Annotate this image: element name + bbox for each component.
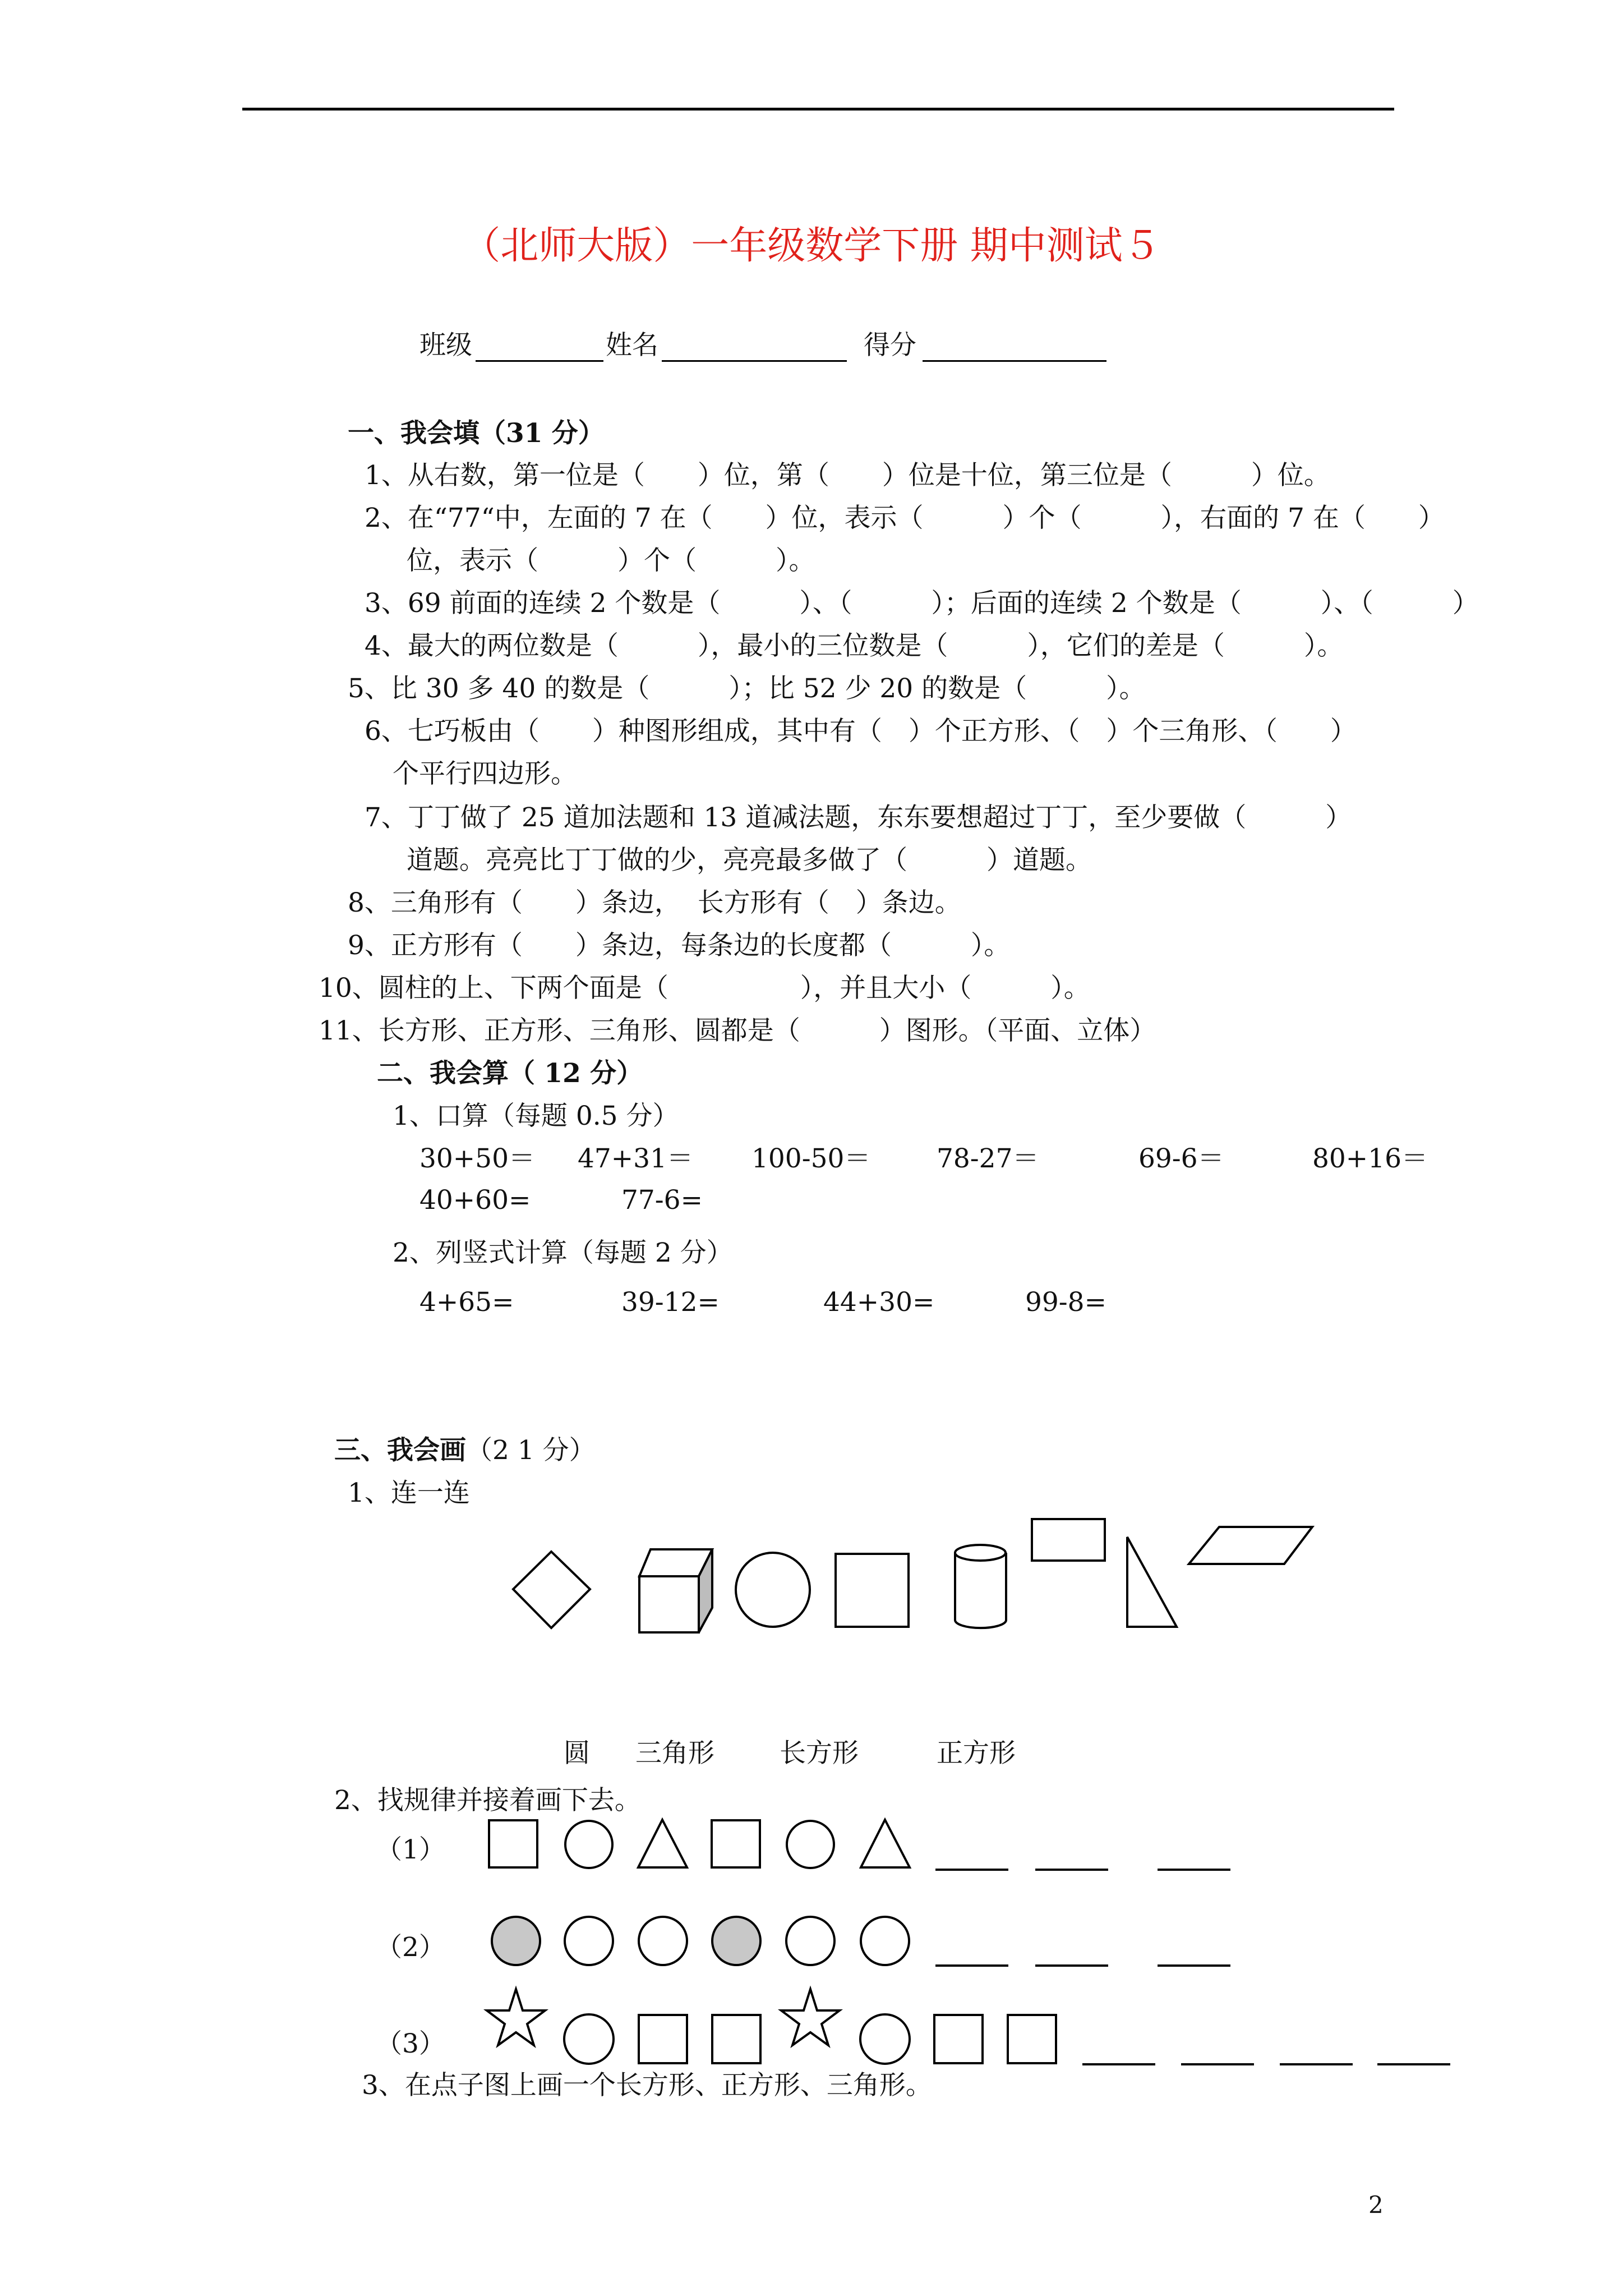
- q2b: 位，表示（ ）个（ ）。: [407, 545, 815, 576]
- word-circle: 圆: [564, 1738, 590, 1769]
- calc-40+60: 40+60=: [419, 1185, 531, 1216]
- word-square: 正方形: [937, 1738, 1016, 1769]
- seq-label-2: （2）: [376, 1932, 445, 1963]
- seq-label-1: （1）: [376, 1834, 445, 1865]
- seq3-circle-1: [564, 2014, 614, 2064]
- section3-heading-bold: 三、我会画: [334, 1435, 466, 1466]
- calc-30+50: 30+50＝: [419, 1143, 535, 1174]
- q1: 1、从右数，第一位是（ ）位，第（ ）位是十位，第三位是（ ）位。: [365, 460, 1330, 491]
- seq2-circle-shaded-2: [712, 1917, 760, 1965]
- class-label: 班级: [419, 330, 472, 361]
- word-rectangle: 长方形: [780, 1738, 859, 1769]
- seq2-circle-3: [786, 1917, 834, 1965]
- seq2-circle-4: [861, 1917, 909, 1965]
- seq1-square-2: [712, 1820, 760, 1867]
- q2a: 2、在“77“中，左面的 7 在（ ）位，表示（ ）个（ ），右面的 7 在（ ）: [365, 503, 1445, 533]
- vertical-calc-title: 2、列竖式计算（每题 2 分）: [393, 1237, 733, 1268]
- seq1-circle-2: [787, 1821, 834, 1868]
- calc-78-27: 78-27＝: [937, 1143, 1039, 1174]
- right-triangle-shape: [1127, 1537, 1177, 1627]
- cylinder-shape: [955, 1545, 1006, 1628]
- seq1-triangle-1: [638, 1820, 687, 1867]
- calc-69-6: 69-6＝: [1138, 1143, 1224, 1174]
- calc-39-12: 39-12=: [621, 1287, 720, 1318]
- seq1-square-1: [489, 1820, 537, 1867]
- q9: 9、正方形有（ ）条边，每条边的长度都（ ）。: [348, 930, 1011, 961]
- score-label: 得分: [864, 330, 916, 361]
- calc-44+30: 44+30=: [823, 1287, 935, 1318]
- circle-shape: [736, 1553, 810, 1627]
- q6b: 个平行四边形。: [393, 758, 577, 789]
- square-shape: [836, 1554, 909, 1627]
- seq3-square-3: [934, 2015, 983, 2063]
- diamond-shape: [513, 1552, 590, 1628]
- q6a: 6、七巧板由（ ）种图形组成，其中有（ ）个正方形、（ ）个三角形、（ ）: [365, 716, 1357, 747]
- calc-77-6: 77-6=: [621, 1185, 703, 1216]
- q3: 3、69 前面的连续 2 个数是（ ）、（ ）；后面的连续 2 个数是（ ）、（ ）: [365, 588, 1479, 619]
- parallelogram-shape: [1189, 1527, 1312, 1564]
- section1-heading: 一、我会填（31 分）: [348, 418, 605, 449]
- q8: 8、三角形有（ ）条边， 长方形有（ ）条边。: [348, 887, 961, 918]
- word-triangle: 三角形: [635, 1738, 714, 1769]
- seq2-circle-2: [639, 1917, 687, 1965]
- seq3-star-1: [487, 1989, 545, 2045]
- name-label: 姓名: [606, 330, 658, 361]
- dot-grid-title: 3、在点子图上画一个长方形、正方形、三角形。: [362, 2070, 932, 2101]
- calc-4+65: 4+65=: [419, 1287, 514, 1318]
- calc-100-50: 100-50＝: [751, 1143, 871, 1174]
- section2-heading: 二、我会算（ 12 分）: [377, 1058, 643, 1089]
- seq3-star-2: [781, 1989, 840, 2045]
- rectangle-shape: [1032, 1519, 1105, 1561]
- seq1-circle-1: [565, 1821, 612, 1868]
- seq3-circle-2: [860, 2014, 910, 2064]
- q7b: 道题。亮亮比丁丁做的少，亮亮最多做了（ ）道题。: [407, 845, 1092, 876]
- page-title: （北师大版）一年级数学下册 期中测试５: [462, 224, 1161, 268]
- cube-shape: [639, 1549, 712, 1632]
- q10: 10、圆柱的上、下两个面是（ ），并且大小（ ）。: [319, 973, 1090, 1004]
- oral-calc-title: 1、口算（每题 0.5 分）: [393, 1101, 679, 1131]
- seq3-square-2: [712, 2015, 760, 2063]
- seq3-square-1: [639, 2015, 687, 2063]
- connect-title: 1、连一连: [348, 1478, 470, 1508]
- pattern-title: 2、找规律并接着画下去。: [334, 1785, 641, 1816]
- calc-47+31: 47+31＝: [578, 1143, 693, 1174]
- page-number: 2: [1368, 2191, 1384, 2219]
- calc-99-8: 99-8=: [1025, 1287, 1106, 1318]
- calc-80+16: 80+16＝: [1312, 1143, 1428, 1174]
- q7a: 7、丁丁做了 25 道加法题和 13 道减法题，东东要想超过丁丁，至少要做（ ）: [365, 802, 1352, 833]
- seq2-circle-shaded-1: [492, 1917, 540, 1965]
- q5: 5、比 30 多 40 的数是（ ）；比 52 少 20 的数是（ ）。: [348, 673, 1146, 704]
- seq1-triangle-2: [861, 1820, 910, 1867]
- seq-label-3: （3）: [376, 2028, 445, 2059]
- q11: 11、长方形、正方形、三角形、圆都是（ ）图形。（平面、立体）: [319, 1015, 1156, 1046]
- section3-heading-score: （2 1 分）: [466, 1435, 596, 1466]
- seq3-square-4: [1008, 2015, 1056, 2063]
- seq2-circle-1: [565, 1917, 613, 1965]
- q4: 4、最大的两位数是（ ），最小的三位数是（ ），它们的差是（ ）。: [365, 631, 1344, 661]
